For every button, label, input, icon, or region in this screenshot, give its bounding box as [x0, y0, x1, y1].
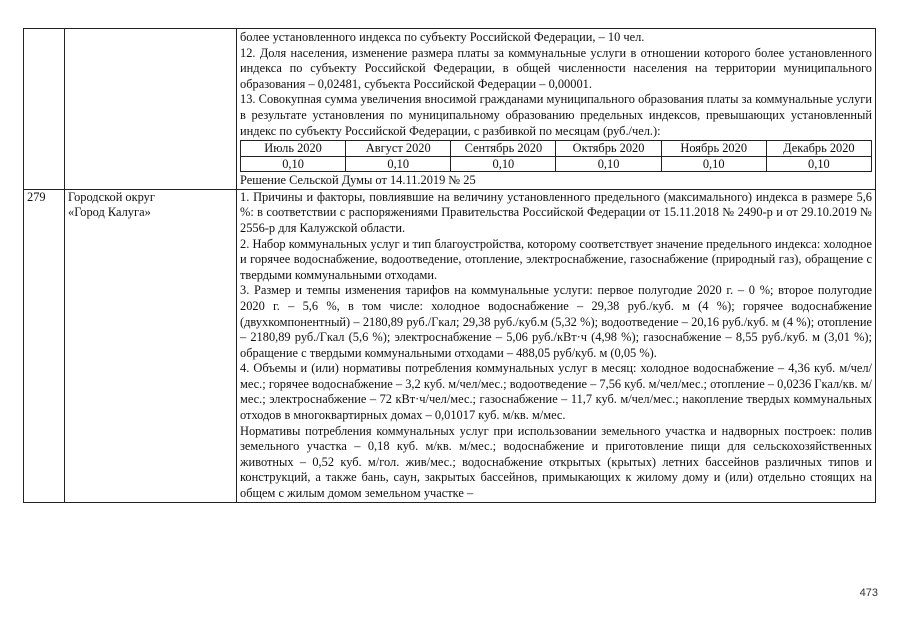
table-row [241, 156, 872, 172]
table-row [24, 189, 876, 502]
month-header: Август 2020 [346, 141, 451, 157]
month-header: Декабрь 2020 [766, 141, 871, 157]
paragraph: 2. Набор коммунальных услуг и тип благоустройства, которому соответствует значение предельного индекса: холодное и горячее водоснабжение, водоотведение, отопление, электроснабжение, газоснабжение (природный газ), обращение с твердыми коммунальными отходами. [240, 236, 872, 282]
municipality-name: «Город Калуга» [68, 205, 151, 220]
table-row [241, 141, 872, 157]
paragraph: 12. Доля населения, изменение размера платы за коммунальные услуги в отношении которого более установленного индекса по субъекту Российской Федерации, в общей численности населения на территории муниципального образования – 0,02481, субъекта Российской Федерации – 0,00001. [240, 45, 872, 91]
paragraph: 13. Совокупная сумма увеличения вносимой гражданами муниципального образования платы за коммунальные услуги в результате установления по муниципальному образованию предельных индексов, превышающих установленный индекс по субъекту Российской Федерации, с разбивкой по месяцам (руб./чел.): [240, 92, 872, 138]
paragraph: 3. Размер и темпы изменения тарифов на коммунальные услуги: первое полугодие 2020 г. – 0 %; второе полугодие 2020 г. – 5,6 %, в том числе: холодное водоснабжение – 29,38 руб./куб. м (4 %); горячее водоснабжение (двухкомпонентный) – 2180,89 руб./Гкал; 29,38 руб./куб.м (5,32 %); водоотведение – 20,16 руб./куб. м (4 %); отопление – 2180,89 руб./Гкал (5,6 %); электроснабжение – 5,06 руб./кВт·ч (4,98 %); газоснабжение – 8,55 руб./куб. м (3,01 %); обращение с твердыми коммунальными отходами – 488,05 руб/куб. м (0,05 %). [240, 283, 872, 360]
details-cell [237, 29, 876, 190]
month-header: Октябрь 2020 [556, 141, 661, 157]
paragraph: 1. Причины и факторы, повлиявшие на величину установленного предельного (максимального) индекса в размере 5,6 %: в соответствии с распоряжениями Правительства Российской Федерации от 15.11.2018 № 2490-р и от 29.10.2019 № 2556-р для Калужской области. [240, 189, 872, 235]
municipality-name: Городской округ [68, 189, 155, 204]
month-header: Июль 2020 [241, 141, 346, 157]
table-row [24, 29, 876, 190]
month-value: 0,10 [346, 156, 451, 172]
month-value: 0,10 [556, 156, 661, 172]
month-header: Ноябрь 2020 [661, 141, 766, 157]
decision-line: Решение Сельской Думы от 14.11.2019 № 25 [240, 173, 476, 188]
row-number-cell [24, 29, 65, 190]
paragraph: более установленного индекса по субъекту Российской Федерации, – 10 чел. [240, 30, 645, 44]
details-cell [237, 189, 876, 502]
municipality-cell [65, 189, 237, 502]
month-header: Сентябрь 2020 [451, 141, 556, 157]
month-value: 0,10 [661, 156, 766, 172]
paragraph: Нормативы потребления коммунальных услуг при использовании земельного участка и надворных построек: полив земельного участка – 0,18 куб. м/кв. м/мес.; водоснабжение и приготовление пищи для сельскохозяйственных животных – 0,52 куб. м/гол. жив/мес.; водоснабжение открытых (крытых) летних бассейнов различных типов и конструкций, а также бань, саун, закрытых бассейнов, примыкающих к жилому дому и (или) отдельно стоящих на общем с жилым домом земельном участке – [240, 423, 872, 501]
page-number: 473 [859, 587, 878, 599]
month-value: 0,10 [241, 156, 346, 172]
month-value: 0,10 [451, 156, 556, 172]
row-number-cell: 279 [24, 189, 65, 502]
index-table [23, 28, 876, 503]
paragraph: 4. Объемы и (или) нормативы потребления коммунальных услуг в месяц: холодное водоснабжение – 4,36 куб. м/чел/мес.; горячее водоснабжение – 3,2 куб. м/чел/мес.; водоотведение – 7,56 куб. м/чел/мес.; отопление – 0,0236 Гкал/кв. м/мес.; электроснабжение – 72 кВт·ч/чел/мес.; газоснабжение – 11,7 куб. м/чел/мес.; накопление твердых коммунальных отходов в многоквартирных домах – 0,01017 куб. м/кв. м/мес. [240, 361, 872, 423]
month-value: 0,10 [766, 156, 871, 172]
monthly-table [240, 140, 872, 172]
municipality-cell [65, 29, 237, 190]
